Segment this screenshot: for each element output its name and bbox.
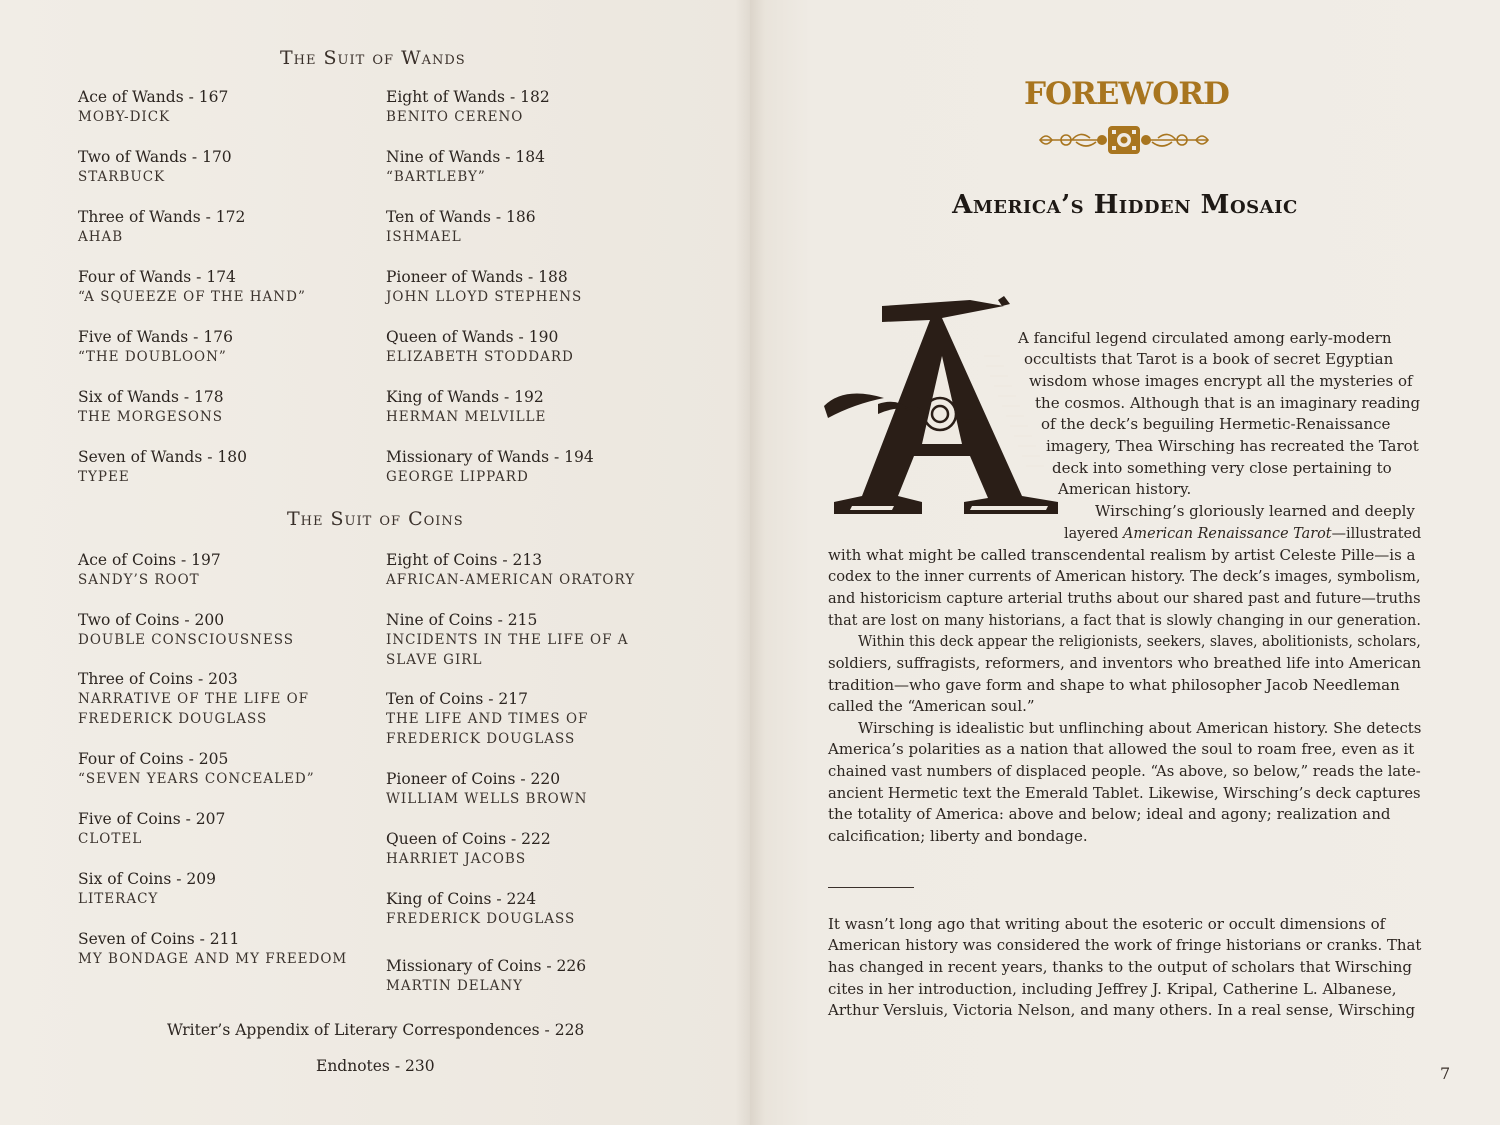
toc-card-title: Pioneer of Wands - 188	[386, 268, 568, 286]
toc-card-subtitle: GEORGE LIPPARD	[386, 469, 529, 485]
body-text-line: tradition—who gave form and shape to what philosopher Jacob Needleman	[828, 676, 1400, 694]
toc-entry[interactable]	[386, 147, 545, 187]
toc-card-subtitle: MOBY-DICK	[78, 109, 171, 125]
body-text-line: American history was considered the work of fringe historians or cranks. That	[828, 936, 1422, 954]
toc-card-title: Ten of Coins - 217	[386, 690, 528, 708]
toc-card-subtitle: LITERACY	[78, 891, 159, 907]
toc-card-title: Ten of Wands - 186	[386, 208, 536, 226]
toc-card-subtitle: THE MORGESONS	[78, 409, 223, 425]
toc-entry[interactable]	[78, 869, 216, 909]
body-text-line: the cosmos. Although that is an imaginary reading	[1035, 394, 1421, 412]
toc-card-subtitle: JOHN LLOYD STEPHENS	[386, 289, 583, 305]
body-text-line: deck into something very close pertaining to	[1052, 459, 1392, 477]
toc-card-title: Seven of Wands - 180	[78, 448, 247, 466]
body-text-line: A fanciful legend circulated among early-modern	[1018, 329, 1392, 347]
toc-entry[interactable]	[78, 929, 347, 969]
body-text-line: Wirsching’s gloriously learned and deeply	[1095, 502, 1415, 520]
toc-card-subtitle: SANDY’S ROOT	[78, 572, 200, 588]
toc-card-subtitle: BENITO CERENO	[386, 109, 524, 125]
wands-suit-heading: The Suit of Wands	[280, 47, 466, 69]
toc-card-title: Queen of Wands - 190	[386, 328, 559, 346]
toc-entry[interactable]	[78, 447, 247, 487]
toc-card-subtitle: AFRICAN-AMERICAN ORATORY	[386, 572, 636, 588]
toc-card-subtitle: WILLIAM WELLS BROWN	[386, 791, 588, 807]
toc-card-title: King of Coins - 224	[386, 890, 537, 908]
toc-card-title: Ace of Wands - 167	[78, 88, 229, 106]
toc-entry[interactable]	[386, 610, 629, 670]
body-text-line: Within this deck appear the religionists, seekers, slaves, abolitionists, scholars,	[858, 632, 1421, 650]
toc-entry[interactable]	[386, 267, 582, 307]
body-text-line: and historicism capture arterial truths about our shared past and future—truths	[828, 589, 1421, 607]
toc-card-subtitle: MY BONDAGE AND MY FREEDOM	[78, 951, 348, 967]
toc-entry[interactable]	[78, 749, 315, 789]
body-text-line: wisdom whose images encrypt all the mysteries of	[1029, 372, 1413, 390]
body-text-line: cites in her introduction, including Jeffrey J. Kripal, Catherine L. Albanese,	[828, 980, 1397, 998]
toc-card-subtitle: “THE DOUBLOON”	[78, 349, 227, 365]
toc-card-title: Ace of Coins - 197	[78, 551, 221, 569]
body-text-line: calcification; liberty and bondage.	[828, 827, 1088, 845]
toc-card-subtitle: FREDERICK DOUGLASS	[386, 911, 576, 927]
toc-card-title: Four of Coins - 205	[78, 750, 229, 768]
body-text-span: layered	[1064, 524, 1124, 542]
toc-entry[interactable]	[386, 207, 536, 247]
toc-card-title: Seven of Coins - 211	[78, 930, 240, 948]
toc-card-subtitle: TYPEE	[78, 469, 130, 485]
toc-card-title: Three of Wands - 172	[78, 208, 246, 226]
body-text-line: with what might be called transcendental realism by artist Celeste Pille—is a	[828, 546, 1416, 564]
toc-entry[interactable]	[78, 610, 294, 650]
toc-entry[interactable]	[78, 147, 232, 187]
toc-entry[interactable]	[386, 769, 587, 809]
toc-card-subtitle: “BARTLEBY”	[386, 169, 486, 185]
toc-card-subtitle: INCIDENTS IN THE LIFE OF A	[386, 632, 629, 648]
body-text-line: has changed in recent years, thanks to the output of scholars that Wirsching	[828, 958, 1412, 976]
toc-entry[interactable]	[78, 550, 221, 590]
toc-entry[interactable]	[78, 669, 309, 729]
body-text-line: the totality of America: above and below; ideal and agony; realization and	[828, 805, 1391, 823]
toc-entry[interactable]	[78, 327, 233, 367]
toc-entry[interactable]	[386, 87, 550, 127]
toc-card-title: Eight of Wands - 182	[386, 88, 550, 106]
toc-entry[interactable]	[78, 809, 225, 849]
toc-card-title: Nine of Wands - 184	[386, 148, 545, 166]
toc-card-title: Missionary of Wands - 194	[386, 448, 594, 466]
toc-card-title: Nine of Coins - 215	[386, 611, 538, 629]
toc-card-subtitle: ELIZABETH STODDARD	[386, 349, 574, 365]
toc-card-title: Pioneer of Coins - 220	[386, 770, 561, 788]
body-text-line: Wirsching is idealistic but unflinching about American history. She detects	[858, 719, 1422, 737]
body-text-line: ancient Hermetic text the Emerald Tablet. Likewise, Wirsching’s deck captures	[828, 784, 1421, 802]
toc-card-title: Four of Wands - 174	[78, 268, 236, 286]
toc-entry[interactable]	[386, 327, 574, 367]
body-text-line: called the “American soul.”	[828, 697, 1035, 715]
toc-card-title: King of Wands - 192	[386, 388, 544, 406]
body-text-line: America’s polarities as a nation that allowed the soul to roam free, even as it	[828, 740, 1415, 758]
toc-card-subtitle: HARRIET JACOBS	[386, 851, 527, 867]
toc-card-subtitle: ISHMAEL	[386, 229, 462, 245]
toc-card-subtitle: “SEVEN YEARS CONCEALED”	[78, 771, 315, 787]
toc-card-subtitle: NARRATIVE OF THE LIFE OF	[78, 691, 310, 707]
body-text-line: It wasn’t long ago that writing about the esoteric or occult dimensions of	[828, 915, 1386, 933]
toc-card-subtitle: THE LIFE AND TIMES OF	[386, 711, 589, 727]
toc-entry[interactable]	[78, 207, 245, 247]
toc-entry[interactable]	[78, 387, 224, 427]
body-text-line: occultists that Tarot is a book of secret Egyptian	[1024, 350, 1394, 368]
foreword-title: FOREWORD	[1024, 76, 1229, 112]
toc-entry[interactable]	[78, 267, 306, 307]
toc-appendix-entry[interactable]: Writer’s Appendix of Literary Correspondences - 228	[167, 1021, 585, 1039]
body-text-line: Arthur Versluis, Victoria Nelson, and many others. In a real sense, Wirsching	[828, 1001, 1416, 1019]
toc-entry[interactable]	[386, 550, 635, 590]
body-text-line: imagery, Thea Wirsching has recreated the Tarot	[1046, 437, 1419, 455]
toc-card-title: Six of Wands - 178	[78, 388, 224, 406]
toc-entry[interactable]	[386, 956, 586, 996]
toc-endnotes-entry[interactable]: Endnotes - 230	[316, 1057, 435, 1075]
toc-card-title: Missionary of Coins - 226	[386, 957, 587, 975]
body-text-line: that are lost on many historians, a fact that is slowly changing in our generation.	[828, 611, 1421, 629]
body-text-span: —illustrated	[1331, 524, 1422, 542]
toc-card-subtitle: “A SQUEEZE OF THE HAND”	[78, 289, 306, 305]
toc-card-subtitle: CLOTEL	[78, 831, 143, 847]
toc-card-title: Six of Coins - 209	[78, 870, 217, 888]
toc-card-subtitle: FREDERICK DOUGLASS	[386, 731, 576, 747]
toc-card-title: Queen of Coins - 222	[386, 830, 551, 848]
toc-entry[interactable]	[386, 387, 546, 427]
toc-card-title: Five of Coins - 207	[78, 810, 226, 828]
toc-entry[interactable]	[386, 689, 588, 749]
toc-card-title: Two of Coins - 200	[78, 611, 225, 629]
toc-entry[interactable]	[386, 889, 575, 929]
ornament-flourish-icon	[1036, 120, 1212, 160]
toc-card-subtitle: FREDERICK DOUGLASS	[78, 711, 268, 727]
toc-card-title: Eight of Coins - 213	[386, 551, 543, 569]
toc-card-subtitle: AHAB	[78, 229, 124, 245]
toc-card-subtitle: STARBUCK	[78, 169, 166, 185]
body-text-line: American history.	[1058, 480, 1192, 498]
toc-entry[interactable]	[386, 447, 594, 487]
chapter-title: America’s Hidden Mosaic	[952, 190, 1298, 220]
body-text-line: codex to the inner currents of American history. The deck’s images, symbolism,	[828, 567, 1421, 585]
toc-card-subtitle: HERMAN MELVILLE	[386, 409, 547, 425]
body-text-line	[1064, 523, 1421, 544]
page-number: 7	[1440, 1064, 1451, 1083]
toc-card-title: Two of Wands - 170	[78, 148, 232, 166]
toc-entry[interactable]	[78, 87, 228, 127]
section-divider	[828, 887, 914, 888]
book-gutter	[735, 0, 765, 1125]
body-text-line: soldiers, suffragists, reformers, and inventors who breathed life into American	[828, 654, 1421, 672]
toc-entry[interactable]	[386, 829, 551, 869]
toc-card-title: Five of Wands - 176	[78, 328, 233, 346]
toc-card-subtitle: DOUBLE CONSCIOUSNESS	[78, 632, 295, 648]
book-title-italic: American Renaissance Tarot	[1123, 524, 1332, 542]
body-text-line: of the deck’s beguiling Hermetic-Renaissance	[1041, 415, 1391, 433]
body-text-line: chained vast numbers of displaced people. “As above, so below,” reads the late-	[828, 762, 1421, 780]
coins-suit-heading: The Suit of Coins	[287, 508, 464, 530]
toc-card-title: Three of Coins - 203	[78, 670, 238, 688]
toc-card-subtitle: MARTIN DELANY	[386, 978, 524, 994]
toc-card-subtitle: SLAVE GIRL	[386, 652, 483, 668]
